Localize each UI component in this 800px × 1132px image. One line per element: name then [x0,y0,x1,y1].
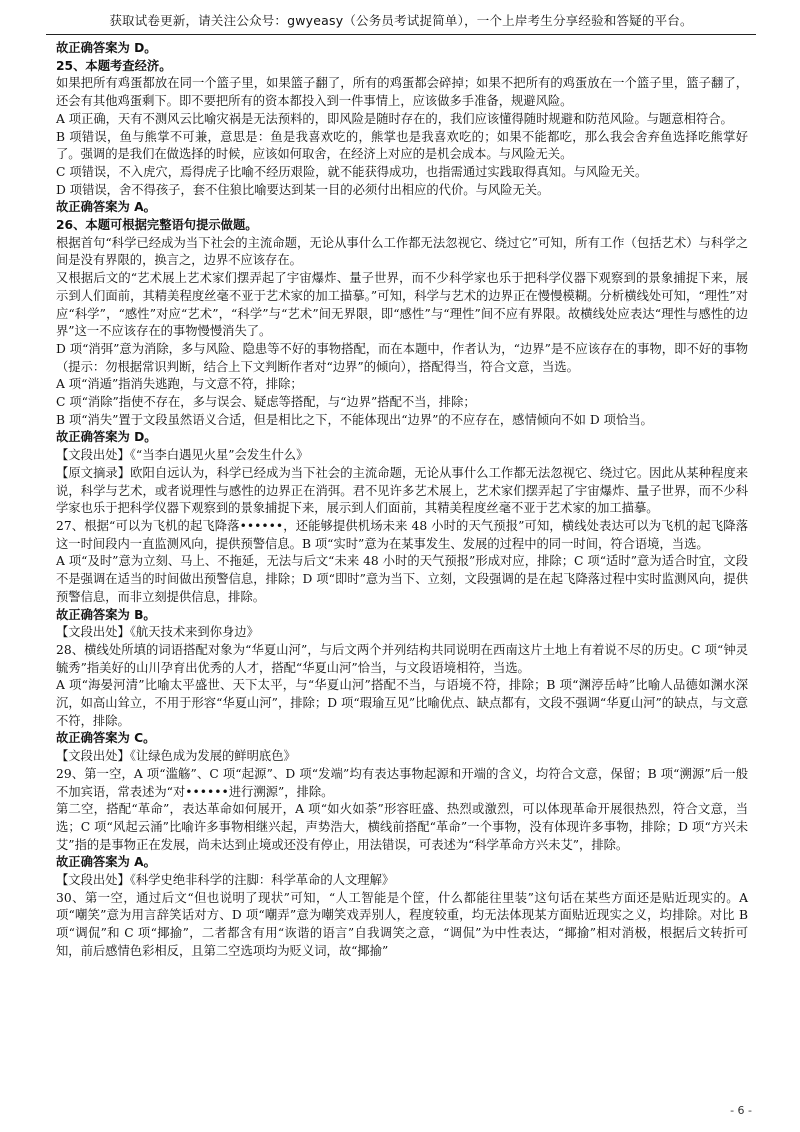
question-heading: 26、本题可根据完整语句提示做题。 [56,218,258,233]
paragraph: 30、第一空，通过后文“但也说明了现状”可知，“人工智能是个筐，什么都能往里装”这句话在某些方面还是贴近现实的。A 项“嘲笑”意为用言辞笑话对方、D 项“嘲弄”意为嘲笑戏弄别人，程度较重，均无法体现某方面贴近现实之义，均排除。对比 B 项“调侃”和 C 项“揶揄”，二者都含有用“诙谐的语言”自我调笑之意，“调侃”为中性表达，“揶揄”相对消极，根据后文转折可知，前后感情色彩相反，且第二空选项均为贬义词，故“揶揄” [56,890,748,958]
paragraph: A 项“海晏河清”比喻太平盛世、天下太平，与“华夏山河”搭配不当，与语境不符，排除；B 项“渊渟岳峙”比喻人品德如渊水深沉，如高山耸立，不用于形容“华夏山河”，排除；D 项“瑕瑜互见”比喻优点、缺点都有，文段不强调“华夏山河”的缺点，与文意不符，排除。 [56,678,748,728]
question-heading: 25、本题考查经济。 [56,58,172,73]
paragraph: C 项错误，不入虎穴，焉得虎子比喻不经历艰险，就不能获得成功，也指需通过实践取得真知。与风险无关。 [56,164,648,179]
paragraph: 第二空，搭配“革命”，表达革命如何展开，A 项“如火如荼”形容旺盛、热烈或激烈，可以体现革命开展很热烈，符合文意，当选；C 项“风起云涌”比喻许多事物相继兴起，声势浩大，横线前搭配“革命”一个事物，没有体现许多事物，排除；D 项“方兴未艾”指的是事物正在发展，尚未达到止境或还没有停止，用法错误，可表述为“科学革命方兴未艾”，排除。 [56,802,748,852]
paragraph: 【文段出处】《“当李白遇见火星”会发生什么》 [56,448,309,463]
paragraph: 28、横线处所填的词语搭配对象为“华夏山河”，与后文两个并列结构共同说明在西南这片土地上有着说不尽的历史。C 项“钟灵毓秀”指美好的山川孕育出优秀的人才，搭配“华夏山河”恰当，与文段语境相符，当选。 [56,642,748,675]
paragraph: 29、第一空，A 项“滥觞”、C 项“起源”、D 项“发端”均有表达事物起源和开端的含义，均符合文意，保留；B 项“溯源”后一般不加宾语，常表述为“对••••••进行溯源”，排除。 [56,766,748,799]
paragraph: A 项“消遁”指消失逃跑，与文意不符，排除； [56,377,303,392]
page-header: 获取试卷更新，请关注公众号：gwyeasy（公务员考试捉简单），一个上岸考生分享经验和答疑的平台。 [46,8,756,35]
paragraph: C 项“消除”指使不存在，多与误会、疑虑等搭配，与“边界”搭配不当，排除； [56,395,476,410]
paragraph: 【原文摘录】欧阳自远认为，科学已经成为当下社会的主流命题，无论从事什么工作都无法忽视它、绕过它。因此从某种程度来说，科学与艺术，或者说理性与感性的边界正在消弭。君不见许多艺术展上，艺术家们摆弄起了宇宙爆炸、量子世界，而不少科学家也乐于把科学仪器下观察到的景象捕捉下来，展示到人们面前，其精美程度丝毫不亚于艺术家的加工描摹。 [56,465,748,516]
answer-line: 故正确答案为 C。 [56,731,156,746]
paragraph: 根据首句“科学已经成为当下社会的主流命题，无论从事什么工作都无法忽视它、绕过它”可知，所有工作（包括艺术）与科学之间是没有界限的，换言之，边界不应该存在。 [56,235,748,268]
paragraph: 又根据后文的“艺术展上艺术家们摆弄起了宇宙爆炸、量子世界，而不少科学家也乐于把科学仪器下观察到的景象捕捉下来，展示到人们面前，其精美程度丝毫不亚于艺术家的加工描摹。”可知，科学与艺术的边界正在慢慢模糊。分析横线处可知，“理性”对应“科学”，“感性”对应“艺术”，“科学”与“艺术”间无界限，即“感性”与“理性”间不应有界限。故横线处应表达“理性与感性的边界”这一不应该存在的事物慢慢消失了。 [56,271,748,339]
document-body [56,40,748,961]
paragraph: 如果把所有鸡蛋都放在同一个篮子里，如果篮子翻了，所有的鸡蛋都会碎掉；如果不把所有的鸡蛋放在一个篮子里，篮子翻了，还会有其他鸡蛋剩下。即不要把所有的资本都投入到一件事情上，应该做多手准备，规避风险。 [56,76,748,109]
page-number: - 6 - [730,1104,752,1117]
paragraph: D 项“消弭”意为消除，多与风险、隐患等不好的事物搭配，而在本题中，作者认为，“边界”是不应该存在的事物，即不好的事物（提示：勿根据常识判断，结合上下文判断作者对“边界”的倾向），搭配得当，符合文意，当选。 [56,341,748,374]
answer-line: 故正确答案为 A。 [56,200,156,215]
paragraph: 【文段出处】《科学史绝非科学的注脚：科学革命的人文理解》 [56,873,395,888]
paragraph: D 项错误，舍不得孩子，套不住狼比喻要达到某一目的必须付出相应的代价。与风险无关。 [56,182,550,197]
paragraph: A 项“及时”意为立刻、马上、不拖延，无法与后文“未来 48 小时的天气预报”形成对应，排除；C 项“适时”意为适合时宜，文段不是强调在适当的时间做出预警信息，排除；D 项“即时”意为当下、立刻，文段强调的是在起飞降落过程中实时监测风向，提供预警信息，而非立刻提供信息，排除。 [56,554,748,604]
paragraph: 【文段出处】《航天技术来到你身边》 [56,625,259,640]
paragraph: 27、根据“可以为飞机的起飞降落••••••，还能够提供机场未来 48 小时的天气预报”可知，横线处表达可以为飞机的起飞降落这一时间段内一直监测风向，提供预警信息。B 项“实时”意为在某事发生、发展的过程中的同一时间，符合语境，当选。 [56,518,748,551]
paragraph: 【文段出处】《让绿色成为发展的鲜明底色》 [56,749,296,764]
answer-line: 故正确答案为 D。 [56,41,157,55]
answer-line: 故正确答案为 B。 [56,607,156,622]
paragraph: B 项“消失”置于文段虽然语义合适，但是相比之下，不能体现出“边界”的不应存在，感情倾向不如 D 项恰当。 [56,412,653,427]
answer-line: 故正确答案为 A。 [56,855,156,870]
answer-line: 故正确答案为 D。 [56,430,157,445]
paragraph: A 项正确，天有不测风云比喻灾祸是无法预料的，即风险是随时存在的，我们应该懂得随时规避和防范风险。与题意相符合。 [56,111,733,126]
paragraph: B 项错误，鱼与熊掌不可兼，意思是：鱼是我喜欢吃的，熊掌也是我喜欢吃的；如果不能都吃，那么我会舍弃鱼选择吃熊掌好了。强调的是我们在做选择的时候，应该如何取舍，在经济上对应的是机会成本。与风险无关。 [56,129,748,162]
